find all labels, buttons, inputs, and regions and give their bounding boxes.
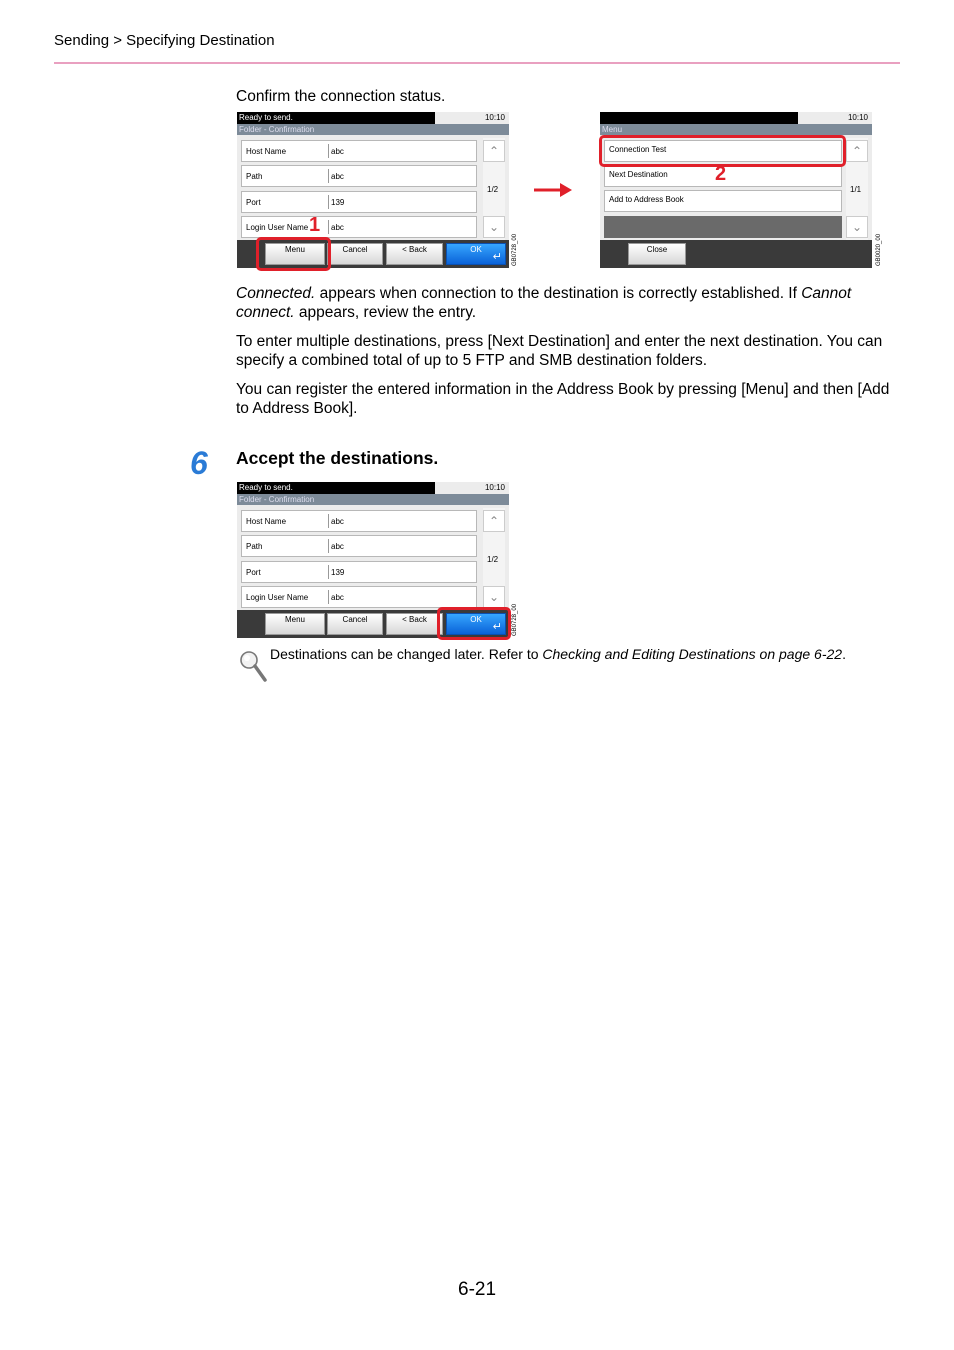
cancel-button[interactable]: Cancel [327,243,383,265]
row-label: Login User Name [246,593,309,602]
row-path[interactable] [241,165,477,187]
status-bar [600,112,798,124]
magnifier-icon [238,648,268,684]
row-host-name[interactable] [241,140,477,162]
status-bar: Ready to send. [237,482,435,494]
note-link[interactable]: Checking and Editing Destinations on page 6-22 [542,646,843,662]
enter-icon: ↵ [492,251,502,263]
clock: 10:10 [484,483,505,492]
row-value: abc [331,542,344,551]
text: Destinations can be changed later. Refer to [270,646,543,662]
page-indicator: 1/2 [487,555,499,564]
scroll-down-icon[interactable]: ⌄ [483,216,505,238]
scroll-down-icon[interactable]: ⌄ [846,216,868,238]
scroll-up-icon[interactable]: ⌃ [483,140,505,162]
screen-title: Folder - Confirmation [237,494,509,505]
status-bar: Ready to send. [237,112,435,124]
intro-text: Confirm the connection status. [236,88,446,105]
page-indicator: 1/1 [850,185,862,194]
arrow-right-icon [534,181,574,199]
em-connected: Connected. [236,285,316,302]
row-label: Port [246,568,261,577]
breadcrumb: Sending > Specifying Destination [54,32,275,49]
paragraph-address-book: You can register the entered information in the Address Book by pressing [Menu] and then [Add to Address Book]. [236,381,890,417]
step-number: 6 [190,445,208,481]
menu-button[interactable]: Menu [265,243,325,265]
figure-code: GB0728_00 [512,603,518,636]
page-number: 6-21 [458,1279,497,1300]
row-label: Host Name [246,517,287,526]
clock: 10:10 [847,113,868,122]
row-host-name[interactable] [241,510,477,532]
ok-label: OK [470,615,482,624]
screen-title: Folder - Confirmation [237,124,509,135]
enter-icon: ↵ [492,621,502,633]
back-button[interactable]: < Back [386,243,443,265]
row-login-user-name[interactable] [241,216,477,238]
row-value: 139 [331,198,345,207]
scroll-up-icon[interactable]: ⌃ [483,510,505,532]
scroll-down-icon[interactable]: ⌄ [483,586,505,608]
figure-code: GB0728_00 [512,233,518,266]
clock: 10:10 [484,113,505,122]
row-value: abc [331,593,344,602]
step-title: Accept the destinations. [236,448,439,468]
paragraph-connection [236,284,900,322]
row-login-user-name[interactable] [241,586,477,608]
menu-empty-slot [604,216,842,238]
text: . [842,646,846,662]
menu-item-connection-test[interactable]: Connection Test [604,140,842,162]
row-value: abc [331,147,344,156]
ok-button[interactable] [446,243,506,265]
menu-button[interactable]: Menu [265,613,325,635]
page-indicator: 1/2 [487,185,499,194]
row-port[interactable] [241,561,477,583]
figure-code: GB0020_00 [876,233,882,266]
scroll-up-icon[interactable]: ⌃ [846,140,868,162]
back-button[interactable]: < Back [386,613,443,635]
paragraph-multiple-destinations: To enter multiple destinations, press [Next Destination] and enter the next destination. You can specify a combined total of up to 5 FTP and SMB destination folders. [236,333,883,369]
callout-1: 1 [309,214,321,236]
row-label: Path [246,172,263,181]
row-label: Host Name [246,147,287,156]
row-path[interactable] [241,535,477,557]
text: appears when connection to the destination is correctly established. If [315,285,802,302]
cancel-button[interactable]: Cancel [327,613,383,635]
callout-2: 2 [715,163,727,185]
row-value: abc [331,172,344,181]
ok-label: OK [470,245,482,254]
highlight-ok-button [437,607,511,640]
highlight-menu-button [256,237,331,271]
row-label: Login User Name [246,223,309,232]
menu-item-next-destination[interactable]: Next Destination [604,165,842,187]
row-label: Path [246,542,263,551]
row-label: Port [246,198,261,207]
em-cannot-connect: Cannot connect. [236,285,852,321]
row-value: abc [331,517,344,526]
row-value: abc [331,223,344,232]
note-text [270,646,900,663]
menu-item-add-to-address-book[interactable]: Add to Address Book [604,190,842,212]
row-port[interactable] [241,191,477,213]
close-button[interactable]: Close [628,243,686,265]
header-rule [54,62,900,64]
row-value: 139 [331,568,345,577]
screen-title: Menu [600,124,872,135]
text: appears, review the entry. [294,304,477,321]
